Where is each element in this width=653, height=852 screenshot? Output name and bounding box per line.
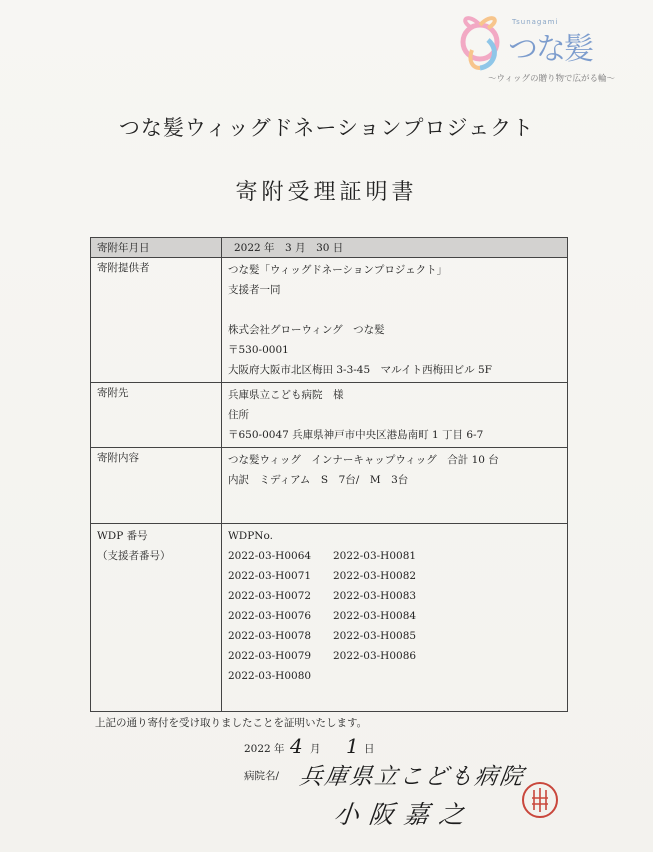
- hospital-signature: 兵庫県立こども病院: [297, 764, 527, 790]
- wdp-number: 2022-03-H0084: [333, 610, 417, 622]
- date-value: [222, 238, 568, 258]
- donation-date: 2022 年 3 月 30 日: [234, 242, 344, 254]
- recipient-line: 兵庫県立こども病院 様: [228, 389, 344, 401]
- wdp-number: 2022-03-H0080: [228, 670, 312, 682]
- wdp-label: WDP 番号: [97, 530, 148, 542]
- wdp-number: 2022-03-H0081: [333, 550, 417, 562]
- issue-day-handwritten: 1: [346, 734, 359, 758]
- hospital-label: 病院名/: [244, 770, 280, 782]
- donor-line: 大阪府大阪市北区梅田 3-3-45 マルイト西梅田ビル 5F: [228, 364, 492, 376]
- person-signature: 小阪嘉之: [332, 800, 476, 829]
- logo-subtext: Tsunagami: [512, 18, 559, 26]
- wdp-sublabel: （支援者番号）: [97, 550, 171, 562]
- certification-statement: 上記の通り寄付を受け取りましたことを証明いたします。: [95, 717, 368, 729]
- recipient-value: [222, 383, 568, 448]
- issue-year: 2022 年: [244, 743, 285, 755]
- issue-month-label: 月: [310, 743, 321, 755]
- logo-tagline: 〜ウィッグの贈り物で広がる輪〜: [488, 74, 615, 84]
- personal-seal-stamp: [520, 780, 560, 820]
- wdp-label-cell: [91, 524, 222, 712]
- donor-line: 〒530-0001: [228, 344, 289, 356]
- certificate-table: [90, 237, 568, 712]
- content-value: [222, 448, 568, 524]
- table-row: [91, 258, 568, 383]
- wdp-heading: WDPNo.: [228, 530, 273, 542]
- content-line: つな髪ウィッグ インナーキャップウィッグ 合計 10 台: [228, 454, 499, 466]
- recipient-line: 〒650-0047 兵庫県神戸市中央区港島南町 1 丁目 6-7: [228, 429, 484, 441]
- issue-day-label: 日: [364, 743, 375, 755]
- wdp-number: 2022-03-H0079: [228, 650, 312, 662]
- wdp-value: [222, 524, 568, 712]
- table-row: [91, 448, 568, 524]
- date-label: 寄附年月日: [91, 238, 222, 258]
- wdp-number: 2022-03-H0085: [333, 630, 417, 642]
- logo-text: つな髪: [508, 32, 592, 67]
- table-row: [91, 524, 568, 712]
- donor-line: 支援者一同: [228, 284, 281, 296]
- wdp-number: 2022-03-H0064: [228, 550, 312, 562]
- table-row: [91, 383, 568, 448]
- recipient-line: 住所: [228, 409, 249, 421]
- donor-label: 寄附提供者: [91, 258, 222, 383]
- document-title: 寄附受理証明書: [235, 180, 418, 205]
- table-row: [91, 238, 568, 258]
- donor-line: 株式会社グローウィング つな髪: [228, 324, 385, 336]
- content-label: 寄附内容: [91, 448, 222, 524]
- donor-value: [222, 258, 568, 383]
- wdp-number: 2022-03-H0071: [228, 570, 312, 582]
- wdp-number: 2022-03-H0083: [333, 590, 417, 602]
- wdp-number: 2022-03-H0078: [228, 630, 312, 642]
- wdp-number: 2022-03-H0082: [333, 570, 417, 582]
- donor-line: つな髪「ウィッグドネーションプロジェクト」: [228, 264, 448, 276]
- wdp-number: 2022-03-H0072: [228, 590, 312, 602]
- wdp-number-grid: [228, 546, 561, 686]
- donor-line: [228, 300, 561, 320]
- recipient-label: 寄附先: [91, 383, 222, 448]
- wdp-number: 2022-03-H0086: [333, 650, 417, 662]
- content-line: 内訳 ミディアム S 7台/ M 3台: [228, 474, 409, 486]
- tsunagami-logo: [458, 8, 628, 86]
- issue-month-handwritten: 4: [290, 734, 303, 758]
- wdp-number: 2022-03-H0076: [228, 610, 312, 622]
- organization-title: つな髪ウィッグドネーションプロジェクト: [118, 116, 535, 140]
